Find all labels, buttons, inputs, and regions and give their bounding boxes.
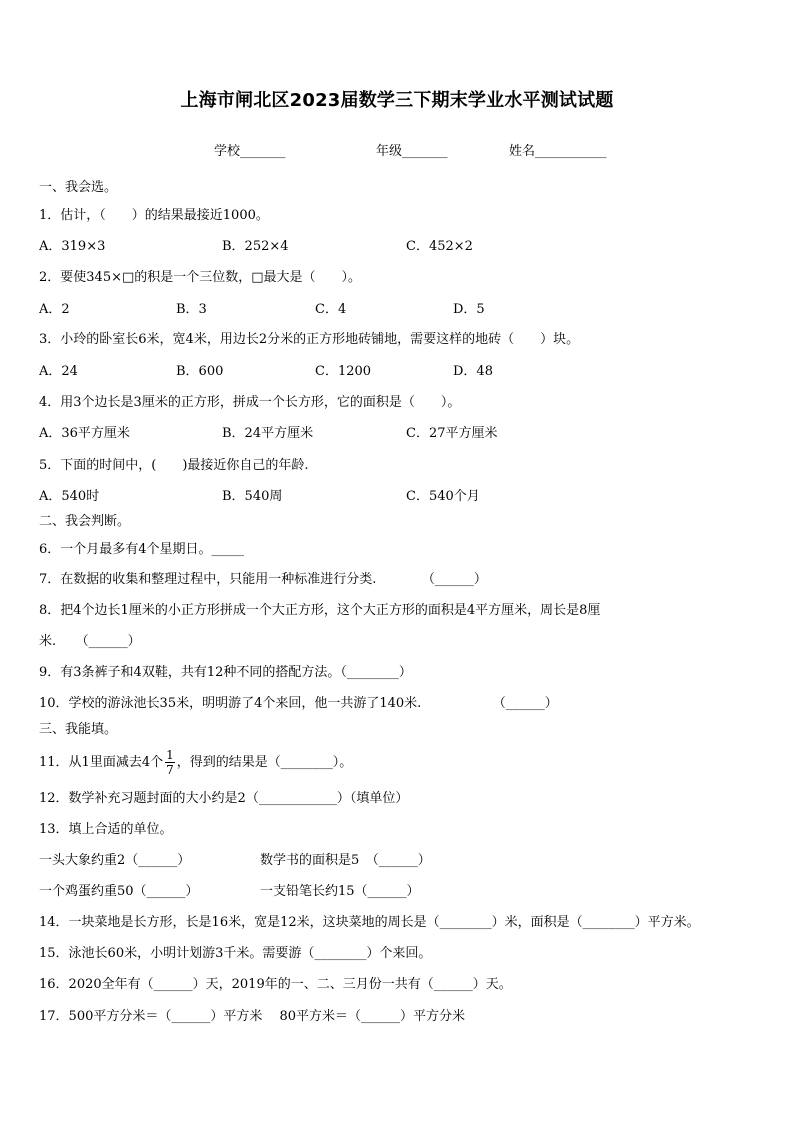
question-9: 9．有3条裤子和4双鞋，共有12种不同的搭配方法。（________） — [39, 665, 412, 680]
question-17: 17．500平方分米＝（______）平方米 80平方米＝（______）平方分米 — [39, 1009, 466, 1024]
q13-item-pencil: 一支铅笔长约15（______） — [260, 884, 420, 899]
question-4: 4．用3个边长是3厘米的正方形，拼成一个长方形，它的面积是（ ）。 — [39, 395, 461, 410]
question-6: 6．一个月最多有4个星期日。_____ — [39, 542, 245, 557]
q2-option-a: A．2 — [39, 302, 70, 317]
question-12: 12．数学补充习题封面的大小约是2（____________）（填单位） — [39, 791, 409, 806]
section-heading-choice: 一、我会选。 — [39, 180, 118, 195]
q4-option-c: C．27平方厘米 — [406, 426, 498, 441]
q2-option-d: D．5 — [453, 302, 485, 317]
q5-option-c: C．540个月 — [406, 489, 480, 504]
q3-option-b: B．600 — [176, 364, 224, 379]
section-heading-judge: 二、我会判断。 — [39, 514, 131, 529]
q11-suffix: ，得到的结果是（________）。 — [176, 755, 353, 770]
q11-prefix: 11．从1里面减去4个 — [39, 755, 164, 770]
grade-field: 年级_______ — [376, 144, 448, 159]
fraction-one-seventh — [165, 748, 175, 777]
q1-option-c: C．452×2 — [406, 239, 473, 254]
fraction-numerator: 1 — [166, 748, 174, 762]
section-heading-fill: 三、我能填。 — [39, 722, 118, 737]
question-15: 15．泳池长60米，小明计划游3千米。需要游（________）个来回。 — [39, 946, 432, 961]
question-8: 8．把4个边长1厘米的小正方形拼成一个大正方形，这个大正方形的面积是4平方厘米，周长是8厘 — [39, 603, 601, 618]
q4-option-a: A．36平方厘米 — [39, 426, 130, 441]
question-10: 10．学校的游泳池长35米，明明游了4个来回，他一共游了140米. （______） — [39, 696, 558, 711]
page-title: 上海市闸北区2023届数学三下期末学业水平测试试题 — [180, 90, 614, 111]
question-2: 2．要使345×□的积是一个三位数，□最大是（ ）。 — [39, 270, 362, 285]
question-14: 14．一块菜地是长方形，长是16米，宽是12米，这块菜地的周长是（________）米，面积是（________）平方米。 — [39, 915, 700, 930]
q1-option-a: A．319×3 — [39, 239, 106, 254]
q13-item-egg: 一个鸡蛋约重50（______） — [39, 884, 199, 899]
q3-option-d: D．48 — [453, 364, 493, 379]
q13-item-elephant: 一头大象约重2（______） — [39, 853, 191, 868]
fraction-denominator: 7 — [166, 763, 174, 777]
question-7: 7．在数据的收集和整理过程中，只能用一种标准进行分类. （______） — [39, 572, 487, 587]
question-11 — [39, 748, 352, 777]
question-5: 5．下面的时间中，( )最接近你自己的年龄. — [39, 458, 309, 473]
question-3: 3．小玲的卧室长6米，宽4米，用边长2分米的正方形地砖铺地，需要这样的地砖（ ）块。 — [39, 332, 580, 347]
q5-option-a: A．540时 — [39, 489, 100, 504]
q3-option-a: A．24 — [39, 364, 78, 379]
q13-item-book-area: 数学书的面积是5 （______） — [260, 853, 431, 868]
q3-option-c: C．1200 — [315, 364, 372, 379]
q4-option-b: B．24平方厘米 — [222, 426, 314, 441]
q5-option-b: B．540周 — [222, 489, 283, 504]
question-13: 13．填上合适的单位。 — [39, 822, 173, 837]
question-1: 1．估计，（ ）的结果最接近1000。 — [39, 208, 269, 223]
q2-option-b: B．3 — [176, 302, 207, 317]
q1-option-b: B．252×4 — [222, 239, 289, 254]
q2-option-c: C．4 — [315, 302, 347, 317]
name-field: 姓名___________ — [509, 144, 607, 159]
school-field: 学校_______ — [214, 144, 286, 159]
question-16: 16．2020全年有（______）天，2019年的一、二、三月份一共有（______）天。 — [39, 977, 512, 992]
question-8-continued: 米. （______） — [39, 634, 141, 649]
